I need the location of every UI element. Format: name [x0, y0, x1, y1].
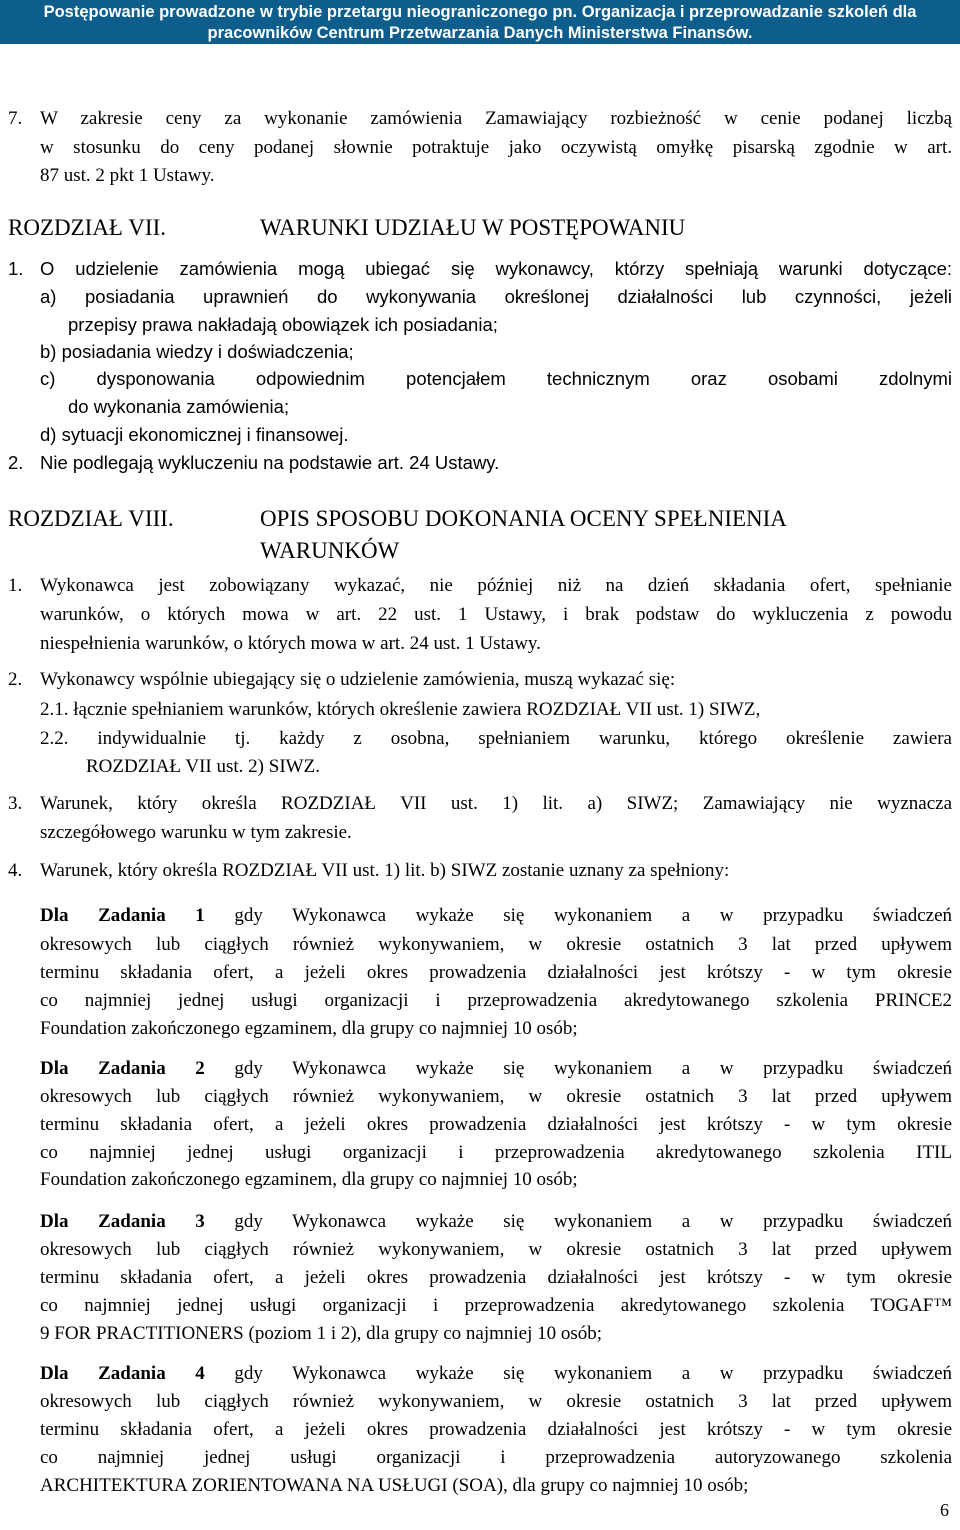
item-number: 2.: [8, 669, 23, 690]
task-2-line: okresowych lub ciągłych również wykonywaniem, w okresie ostatnich 3 lat przed upływem: [40, 1086, 952, 1107]
chapter-label: ROZDZIAŁ VIII.: [8, 506, 174, 531]
task-2-line: Foundation zakończonego egzaminem, dla grupy co najmniej 10 osób;: [40, 1169, 578, 1190]
task-2-line: terminu składania ofert, a jeżeli okres prowadzenia działalności jest krótszy - w tym okresie: [40, 1114, 952, 1135]
item-number: 3.: [8, 793, 23, 814]
item-number: 4.: [8, 860, 23, 881]
header-line-1: Postępowanie prowadzone w trybie przetargu nieograniczonego pn. Organizacja i przeprowadzanie szkoleń dla: [43, 3, 917, 21]
task-1-line: Foundation zakończonego egzaminem, dla grupy co najmniej 10 osób;: [40, 1018, 578, 1039]
paragraph-line: 2.1. łącznie spełnianiem warunków, których określenie zawiera ROZDZIAŁ VII ust. 1) SIWZ,: [40, 699, 761, 720]
paragraph-line: O udzielenie zamówienia mogą ubiegać się wykonawcy, którzy spełniają warunki dotyczące:: [40, 258, 952, 279]
paragraph-line: warunków, o których mowa w art. 22 ust. 1 Ustawy, i brak podstaw do wykluczenia z powodu: [40, 604, 952, 625]
task-1-line: Dla Zadania 1 gdy Wykonawca wykaże się wykonaniem a w przypadku świadczeń: [40, 905, 953, 926]
paragraph-line: niespełnienia warunków, o których mowa w art. 24 ust. 1 Ustawy.: [40, 633, 541, 654]
paragraph-line: w stosunku do ceny podanej słownie potraktuje jako oczywistą omyłkę pisarską zgodnie w art.: [40, 137, 952, 158]
paragraph-line: ROZDZIAŁ VII ust. 2) SIWZ.: [86, 756, 320, 777]
task-label: Dla Zadania 3: [40, 1211, 205, 1232]
task-3-line: co najmniej jednej usługi organizacji i przeprowadzenia akredytowanego szkolenia TOGAF™: [40, 1295, 952, 1316]
item-number: 2.: [8, 452, 24, 473]
paragraph-line: Nie podlegają wykluczeniu na podstawie art. 24 Ustawy.: [40, 452, 500, 473]
paragraph-line: c) dysponowania odpowiednim potencjałem technicznym oraz osobami zdolnymi: [40, 368, 952, 389]
paragraph-line: a) posiadania uprawnień do wykonywania określonej działalności lub czynności, jeżeli: [40, 286, 952, 307]
chapter-label: ROZDZIAŁ VII.: [8, 215, 166, 240]
task-4-line: ARCHITEKTURA ZORIENTOWANA NA USŁUGI (SOA), dla grupy co najmniej 10 osób;: [40, 1475, 749, 1496]
paragraph-line: W zakresie ceny za wykonanie zamówienia Zamawiający rozbieżność w cenie podanej liczbą: [40, 108, 952, 129]
chapter-title: WARUNKÓW: [260, 538, 400, 563]
header-line-2: pracowników Centrum Przetwarzania Danych Ministerstwa Finansów.: [207, 24, 753, 42]
paragraph-line: d) sytuacji ekonomicznej i finansowej.: [40, 424, 349, 445]
item-number: 1.: [8, 258, 24, 279]
paragraph-line: szczegółowego warunku w tym zakresie.: [40, 822, 352, 843]
task-2-line: co najmniej jednej usługi organizacji i przeprowadzenia akredytowanego szkolenia ITIL: [40, 1142, 952, 1163]
paragraph-line: Warunek, który określa ROZDZIAŁ VII ust. 1) lit. b) SIWZ zostanie uznany za spełniony:: [40, 860, 730, 881]
item-number: 1.: [8, 575, 23, 596]
item-number: 7.: [8, 108, 23, 129]
task-2-line: Dla Zadania 2 gdy Wykonawca wykaże się wykonaniem a w przypadku świadczeń: [40, 1058, 953, 1079]
task-1-line: okresowych lub ciągłych również wykonywaniem, w okresie ostatnich 3 lat przed upływem: [40, 934, 952, 955]
paragraph-line: przepisy prawa nakładają obowiązek ich posiadania;: [68, 314, 498, 335]
task-1-line: terminu składania ofert, a jeżeli okres prowadzenia działalności jest krótszy - w tym okresie: [40, 962, 952, 983]
task-label: Dla Zadania 4: [40, 1363, 205, 1384]
task-3-line: terminu składania ofert, a jeżeli okres prowadzenia działalności jest krótszy - w tym okresie: [40, 1267, 952, 1288]
paragraph-line: 87 ust. 2 pkt 1 Ustawy.: [40, 165, 215, 186]
task-label: Dla Zadania 1: [40, 905, 205, 926]
task-label: Dla Zadania 2: [40, 1058, 205, 1079]
page-number: 6: [940, 1500, 949, 1520]
paragraph-line: 2.2. indywidualnie tj. każdy z osobna, spełnianiem warunku, którego określenie zawiera: [40, 728, 952, 749]
task-3-line: 9 FOR PRACTITIONERS (poziom 1 i 2), dla grupy co najmniej 10 osób;: [40, 1323, 603, 1344]
paragraph-line: Wykonawcy wspólnie ubiegający się o udzielenie zamówienia, muszą wykazać się:: [40, 669, 676, 690]
paragraph-line: do wykonania zamówienia;: [68, 396, 290, 417]
task-4-line: Dla Zadania 4 gdy Wykonawca wykaże się wykonaniem a w przypadku świadczeń: [40, 1363, 953, 1384]
task-1-line: co najmniej jednej usługi organizacji i przeprowadzenia akredytowanego szkolenia PRINCE2: [40, 990, 952, 1011]
chapter-title: OPIS SPOSOBU DOKONANIA OCENY SPEŁNIENIA: [260, 506, 787, 531]
task-3-line: Dla Zadania 3 gdy Wykonawca wykaże się wykonaniem a w przypadku świadczeń: [40, 1211, 953, 1232]
task-4-line: terminu składania ofert, a jeżeli okres prowadzenia działalności jest krótszy - w tym okresie: [40, 1419, 952, 1440]
chapter-title: WARUNKI UDZIAŁU W POSTĘPOWANIU: [260, 215, 686, 240]
paragraph-line: b) posiadania wiedzy i doświadczenia;: [40, 341, 354, 362]
paragraph-line: Wykonawca jest zobowiązany wykazać, nie później niż na dzień składania ofert, spełnianie: [40, 575, 952, 596]
task-4-line: co najmniej jednej usługi organizacji i przeprowadzenia autoryzowanego szkolenia: [40, 1447, 952, 1468]
task-3-line: okresowych lub ciągłych również wykonywaniem, w okresie ostatnich 3 lat przed upływem: [40, 1239, 952, 1260]
paragraph-line: Warunek, który określa ROZDZIAŁ VII ust. 1) lit. a) SIWZ; Zamawiający nie wyznacza: [40, 793, 952, 814]
document-header: [0, 0, 960, 44]
task-4-line: okresowych lub ciągłych również wykonywaniem, w okresie ostatnich 3 lat przed upływem: [40, 1391, 952, 1412]
